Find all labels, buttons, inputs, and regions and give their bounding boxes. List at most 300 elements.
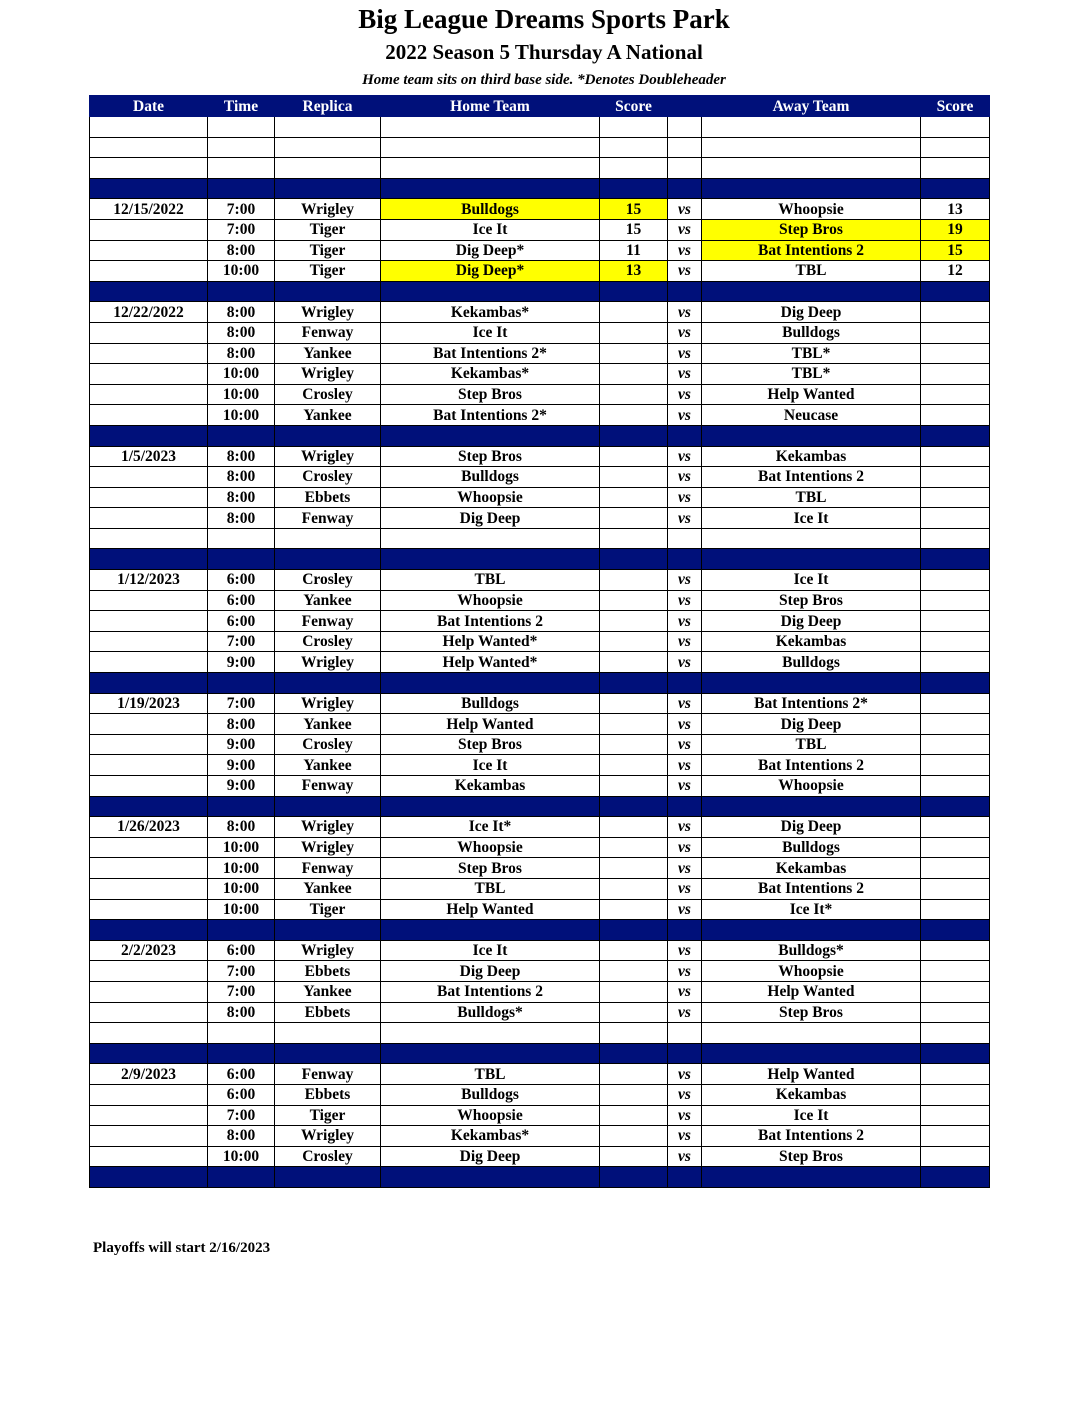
home-team-cell: Bat Intentions 2*	[381, 405, 600, 426]
date-cell	[90, 652, 208, 673]
date-cell	[90, 158, 208, 179]
home-score-cell	[600, 652, 668, 673]
replica-cell	[275, 549, 381, 570]
home-team-cell	[381, 528, 600, 549]
date-cell	[90, 961, 208, 982]
home-score-cell	[600, 673, 668, 694]
date-cell	[90, 549, 208, 570]
table-row	[90, 817, 990, 838]
blank-row	[90, 158, 990, 179]
away-score-cell	[921, 425, 990, 446]
replica-cell: Wrigley	[275, 364, 381, 385]
away-team-cell	[702, 425, 921, 446]
time-cell	[208, 117, 275, 138]
date-cell	[90, 1167, 208, 1188]
home-team-cell	[381, 178, 600, 199]
home-score-cell	[600, 1084, 668, 1105]
vs-cell: vs	[668, 1146, 702, 1167]
date-cell	[90, 405, 208, 426]
time-cell: 10:00	[208, 364, 275, 385]
home-score-cell	[600, 178, 668, 199]
time-cell: 8:00	[208, 487, 275, 508]
replica-cell	[275, 920, 381, 941]
date-cell	[90, 899, 208, 920]
date-separator-row	[90, 796, 990, 817]
playoffs-note: Playoffs will start 2/16/2023	[93, 1240, 271, 1256]
replica-cell: Crosley	[275, 631, 381, 652]
time-cell: 6:00	[208, 940, 275, 961]
replica-cell: Tiger	[275, 219, 381, 240]
vs-cell: vs	[668, 734, 702, 755]
home-score-cell	[600, 1105, 668, 1126]
blank-row	[90, 137, 990, 158]
date-cell	[90, 384, 208, 405]
away-team-cell: Bat Intentions 2	[702, 240, 921, 261]
away-score-cell	[921, 878, 990, 899]
home-team-cell: Ice It	[381, 755, 600, 776]
date-cell	[90, 137, 208, 158]
table-row	[90, 899, 990, 920]
away-score-cell	[921, 364, 990, 385]
home-score-cell	[600, 714, 668, 735]
home-score-cell	[600, 631, 668, 652]
home-team-cell	[381, 281, 600, 302]
replica-cell: Crosley	[275, 1146, 381, 1167]
home-team-cell: Bulldogs	[381, 467, 600, 488]
away-team-cell: Bulldogs	[702, 322, 921, 343]
time-cell	[208, 158, 275, 179]
date-cell	[90, 590, 208, 611]
away-team-cell	[702, 528, 921, 549]
time-cell: 10:00	[208, 837, 275, 858]
away-score-cell	[921, 631, 990, 652]
time-cell: 7:00	[208, 199, 275, 220]
replica-cell: Fenway	[275, 858, 381, 879]
replica-cell	[275, 1023, 381, 1044]
replica-cell: Yankee	[275, 590, 381, 611]
away-score-cell: 15	[921, 240, 990, 261]
table-row	[90, 714, 990, 735]
replica-cell	[275, 425, 381, 446]
vs-cell	[668, 549, 702, 570]
table-row	[90, 693, 990, 714]
vs-cell: vs	[668, 487, 702, 508]
away-score-cell	[921, 858, 990, 879]
time-cell: 7:00	[208, 631, 275, 652]
away-score-cell	[921, 343, 990, 364]
away-team-cell: Dig Deep	[702, 714, 921, 735]
vs-cell	[668, 673, 702, 694]
vs-cell: vs	[668, 1084, 702, 1105]
blank-row	[90, 117, 990, 138]
home-team-cell	[381, 137, 600, 158]
date-cell	[90, 858, 208, 879]
date-cell	[90, 1002, 208, 1023]
time-cell	[208, 1167, 275, 1188]
home-score-cell	[600, 920, 668, 941]
vs-cell: vs	[668, 837, 702, 858]
table-row	[90, 837, 990, 858]
page-note: Home team sits on third base side. *Denotes Doubleheader	[362, 72, 726, 88]
time-cell: 10:00	[208, 878, 275, 899]
time-cell	[208, 425, 275, 446]
date-cell	[90, 467, 208, 488]
vs-cell: vs	[668, 1126, 702, 1147]
vs-cell: vs	[668, 714, 702, 735]
home-team-cell	[381, 425, 600, 446]
away-team-cell: Ice It*	[702, 899, 921, 920]
home-score-cell	[600, 796, 668, 817]
home-score-cell	[600, 961, 668, 982]
replica-cell: Yankee	[275, 755, 381, 776]
table-header-row	[90, 96, 990, 117]
away-score-cell	[921, 714, 990, 735]
time-cell: 9:00	[208, 755, 275, 776]
time-cell	[208, 137, 275, 158]
away-score-cell	[921, 178, 990, 199]
table-row	[90, 364, 990, 385]
away-team-cell	[702, 796, 921, 817]
time-cell: 7:00	[208, 1105, 275, 1126]
away-score-cell	[921, 467, 990, 488]
vs-cell	[668, 1023, 702, 1044]
away-score-cell	[921, 117, 990, 138]
date-separator-row	[90, 1167, 990, 1188]
away-team-cell: Dig Deep	[702, 302, 921, 323]
date-cell: 12/22/2022	[90, 302, 208, 323]
home-team-cell	[381, 117, 600, 138]
table-row	[90, 590, 990, 611]
date-cell	[90, 714, 208, 735]
time-cell: 8:00	[208, 508, 275, 529]
time-cell: 7:00	[208, 693, 275, 714]
away-score-cell	[921, 1105, 990, 1126]
table-row	[90, 1146, 990, 1167]
date-cell	[90, 776, 208, 797]
time-cell: 8:00	[208, 302, 275, 323]
away-score-cell	[921, 281, 990, 302]
home-score-cell	[600, 322, 668, 343]
home-score-cell	[600, 837, 668, 858]
date-cell	[90, 364, 208, 385]
table-row	[90, 322, 990, 343]
replica-cell	[275, 796, 381, 817]
away-team-cell	[702, 920, 921, 941]
replica-cell: Wrigley	[275, 693, 381, 714]
home-score-cell	[600, 405, 668, 426]
table-row	[90, 1064, 990, 1085]
away-score-cell	[921, 1126, 990, 1147]
home-team-cell: Step Bros	[381, 734, 600, 755]
date-cell	[90, 219, 208, 240]
date-cell	[90, 734, 208, 755]
table-row	[90, 755, 990, 776]
home-score-cell: 11	[600, 240, 668, 261]
time-cell: 6:00	[208, 570, 275, 591]
vs-cell	[668, 117, 702, 138]
replica-cell: Crosley	[275, 570, 381, 591]
table-row	[90, 1084, 990, 1105]
date-separator-row	[90, 549, 990, 570]
away-team-cell	[702, 549, 921, 570]
home-score-cell	[600, 776, 668, 797]
replica-cell	[275, 117, 381, 138]
table-row	[90, 734, 990, 755]
time-cell	[208, 1023, 275, 1044]
vs-cell: vs	[668, 343, 702, 364]
home-score-cell	[600, 590, 668, 611]
time-cell	[208, 281, 275, 302]
home-score-cell	[600, 734, 668, 755]
time-cell: 6:00	[208, 1084, 275, 1105]
replica-cell: Ebbets	[275, 1084, 381, 1105]
replica-cell	[275, 673, 381, 694]
table-row	[90, 631, 990, 652]
away-team-cell: Bat Intentions 2	[702, 878, 921, 899]
date-cell	[90, 796, 208, 817]
date-separator-row	[90, 1043, 990, 1064]
home-team-cell: Ice It*	[381, 817, 600, 838]
away-score-cell	[921, 961, 990, 982]
date-cell: 1/19/2023	[90, 693, 208, 714]
vs-cell: vs	[668, 755, 702, 776]
table-row	[90, 570, 990, 591]
vs-cell	[668, 137, 702, 158]
away-team-cell: Kekambas	[702, 631, 921, 652]
home-score-cell	[600, 1146, 668, 1167]
home-score-cell	[600, 981, 668, 1002]
replica-cell: Yankee	[275, 878, 381, 899]
away-score-cell	[921, 796, 990, 817]
vs-cell: vs	[668, 302, 702, 323]
table-row	[90, 858, 990, 879]
away-team-cell: Whoopsie	[702, 961, 921, 982]
time-cell: 6:00	[208, 611, 275, 632]
away-team-cell: Ice It	[702, 570, 921, 591]
replica-cell: Yankee	[275, 343, 381, 364]
time-cell: 7:00	[208, 961, 275, 982]
home-team-cell: Dig Deep	[381, 508, 600, 529]
away-score-cell	[921, 673, 990, 694]
home-team-cell: Bulldogs	[381, 1084, 600, 1105]
replica-cell: Fenway	[275, 776, 381, 797]
home-team-cell: Step Bros	[381, 858, 600, 879]
home-team-cell: TBL	[381, 1064, 600, 1085]
time-cell	[208, 1043, 275, 1064]
time-cell: 7:00	[208, 981, 275, 1002]
time-cell	[208, 178, 275, 199]
away-score-cell	[921, 322, 990, 343]
home-team-cell: Kekambas*	[381, 364, 600, 385]
vs-cell: vs	[668, 878, 702, 899]
away-score-cell	[921, 446, 990, 467]
away-score-cell	[921, 817, 990, 838]
away-team-cell: Ice It	[702, 508, 921, 529]
away-score-cell	[921, 405, 990, 426]
replica-cell: Tiger	[275, 1105, 381, 1126]
away-team-cell: Ice It	[702, 1105, 921, 1126]
home-score-cell	[600, 1023, 668, 1044]
home-team-cell: Whoopsie	[381, 487, 600, 508]
schedule-body	[90, 117, 990, 1188]
home-score-cell	[600, 817, 668, 838]
away-team-cell: TBL	[702, 487, 921, 508]
vs-cell: vs	[668, 961, 702, 982]
replica-cell: Wrigley	[275, 446, 381, 467]
date-cell	[90, 755, 208, 776]
date-cell	[90, 1023, 208, 1044]
vs-cell	[668, 1043, 702, 1064]
home-score-cell: 15	[600, 219, 668, 240]
time-cell	[208, 920, 275, 941]
away-score-cell	[921, 302, 990, 323]
away-team-cell: Whoopsie	[702, 199, 921, 220]
date-cell	[90, 673, 208, 694]
away-team-cell: TBL	[702, 261, 921, 282]
home-team-cell: TBL	[381, 878, 600, 899]
away-score-cell	[921, 940, 990, 961]
vs-cell: vs	[668, 940, 702, 961]
time-cell	[208, 528, 275, 549]
time-cell: 8:00	[208, 467, 275, 488]
home-team-cell: Help Wanted*	[381, 631, 600, 652]
home-score-cell	[600, 343, 668, 364]
date-cell: 2/9/2023	[90, 1064, 208, 1085]
away-team-cell: Kekambas	[702, 446, 921, 467]
vs-cell	[668, 1167, 702, 1188]
away-team-cell: Help Wanted	[702, 1064, 921, 1085]
replica-cell: Ebbets	[275, 487, 381, 508]
home-score-cell	[600, 528, 668, 549]
time-cell: 9:00	[208, 734, 275, 755]
time-cell: 10:00	[208, 1146, 275, 1167]
home-score-cell	[600, 940, 668, 961]
away-score-cell	[921, 570, 990, 591]
replica-cell	[275, 158, 381, 179]
home-score-cell	[600, 158, 668, 179]
away-score-cell	[921, 611, 990, 632]
home-score-cell	[600, 858, 668, 879]
away-score-cell	[921, 1043, 990, 1064]
home-score-cell	[600, 1043, 668, 1064]
away-team-cell: Bat Intentions 2	[702, 467, 921, 488]
away-score-cell	[921, 837, 990, 858]
replica-cell: Wrigley	[275, 652, 381, 673]
table-row	[90, 487, 990, 508]
replica-cell: Fenway	[275, 1064, 381, 1085]
schedule-table	[89, 95, 990, 1188]
home-score-cell: 13	[600, 261, 668, 282]
time-cell: 9:00	[208, 776, 275, 797]
column-header-away-score: Score	[921, 96, 990, 117]
away-score-cell	[921, 899, 990, 920]
table-row	[90, 240, 990, 261]
replica-cell	[275, 528, 381, 549]
away-score-cell	[921, 920, 990, 941]
vs-cell: vs	[668, 570, 702, 591]
vs-cell: vs	[668, 322, 702, 343]
time-cell: 8:00	[208, 240, 275, 261]
time-cell: 8:00	[208, 446, 275, 467]
home-team-cell: Bat Intentions 2*	[381, 343, 600, 364]
replica-cell: Tiger	[275, 240, 381, 261]
date-cell	[90, 343, 208, 364]
vs-cell: vs	[668, 199, 702, 220]
time-cell: 8:00	[208, 322, 275, 343]
vs-cell	[668, 528, 702, 549]
date-cell	[90, 631, 208, 652]
time-cell	[208, 673, 275, 694]
vs-cell	[668, 158, 702, 179]
away-score-cell	[921, 487, 990, 508]
away-team-cell: TBL	[702, 734, 921, 755]
away-score-cell	[921, 158, 990, 179]
home-team-cell	[381, 158, 600, 179]
away-team-cell: Help Wanted	[702, 384, 921, 405]
home-team-cell: Bulldogs*	[381, 1002, 600, 1023]
time-cell: 10:00	[208, 261, 275, 282]
vs-cell: vs	[668, 446, 702, 467]
page-subtitle: 2022 Season 5 Thursday A National	[385, 40, 703, 64]
away-team-cell	[702, 137, 921, 158]
time-cell: 10:00	[208, 384, 275, 405]
vs-cell: vs	[668, 240, 702, 261]
vs-cell: vs	[668, 776, 702, 797]
date-cell: 1/12/2023	[90, 570, 208, 591]
date-cell	[90, 1126, 208, 1147]
home-team-cell: Ice It	[381, 219, 600, 240]
replica-cell: Yankee	[275, 981, 381, 1002]
vs-cell: vs	[668, 261, 702, 282]
away-team-cell: Dig Deep	[702, 817, 921, 838]
away-score-cell	[921, 1167, 990, 1188]
replica-cell: Wrigley	[275, 302, 381, 323]
table-row	[90, 776, 990, 797]
vs-cell	[668, 796, 702, 817]
column-header-away-team: Away Team	[702, 96, 921, 117]
table-row	[90, 508, 990, 529]
column-header-home-team: Home Team	[381, 96, 600, 117]
date-cell	[90, 920, 208, 941]
time-cell	[208, 549, 275, 570]
blank-row	[90, 1023, 990, 1044]
date-separator-row	[90, 920, 990, 941]
replica-cell: Wrigley	[275, 817, 381, 838]
away-team-cell	[702, 158, 921, 179]
replica-cell	[275, 1043, 381, 1064]
home-score-cell	[600, 693, 668, 714]
replica-cell: Fenway	[275, 611, 381, 632]
time-cell: 10:00	[208, 899, 275, 920]
home-team-cell: Ice It	[381, 322, 600, 343]
time-cell: 8:00	[208, 714, 275, 735]
home-score-cell	[600, 755, 668, 776]
column-header-date: Date	[90, 96, 208, 117]
time-cell: 8:00	[208, 343, 275, 364]
date-cell	[90, 261, 208, 282]
vs-cell: vs	[668, 1002, 702, 1023]
vs-cell	[668, 920, 702, 941]
vs-cell: vs	[668, 1105, 702, 1126]
home-score-cell	[600, 446, 668, 467]
away-team-cell: Whoopsie	[702, 776, 921, 797]
date-cell	[90, 611, 208, 632]
away-score-cell	[921, 652, 990, 673]
away-score-cell	[921, 734, 990, 755]
table-row	[90, 611, 990, 632]
table-row	[90, 981, 990, 1002]
home-team-cell: Bulldogs	[381, 693, 600, 714]
